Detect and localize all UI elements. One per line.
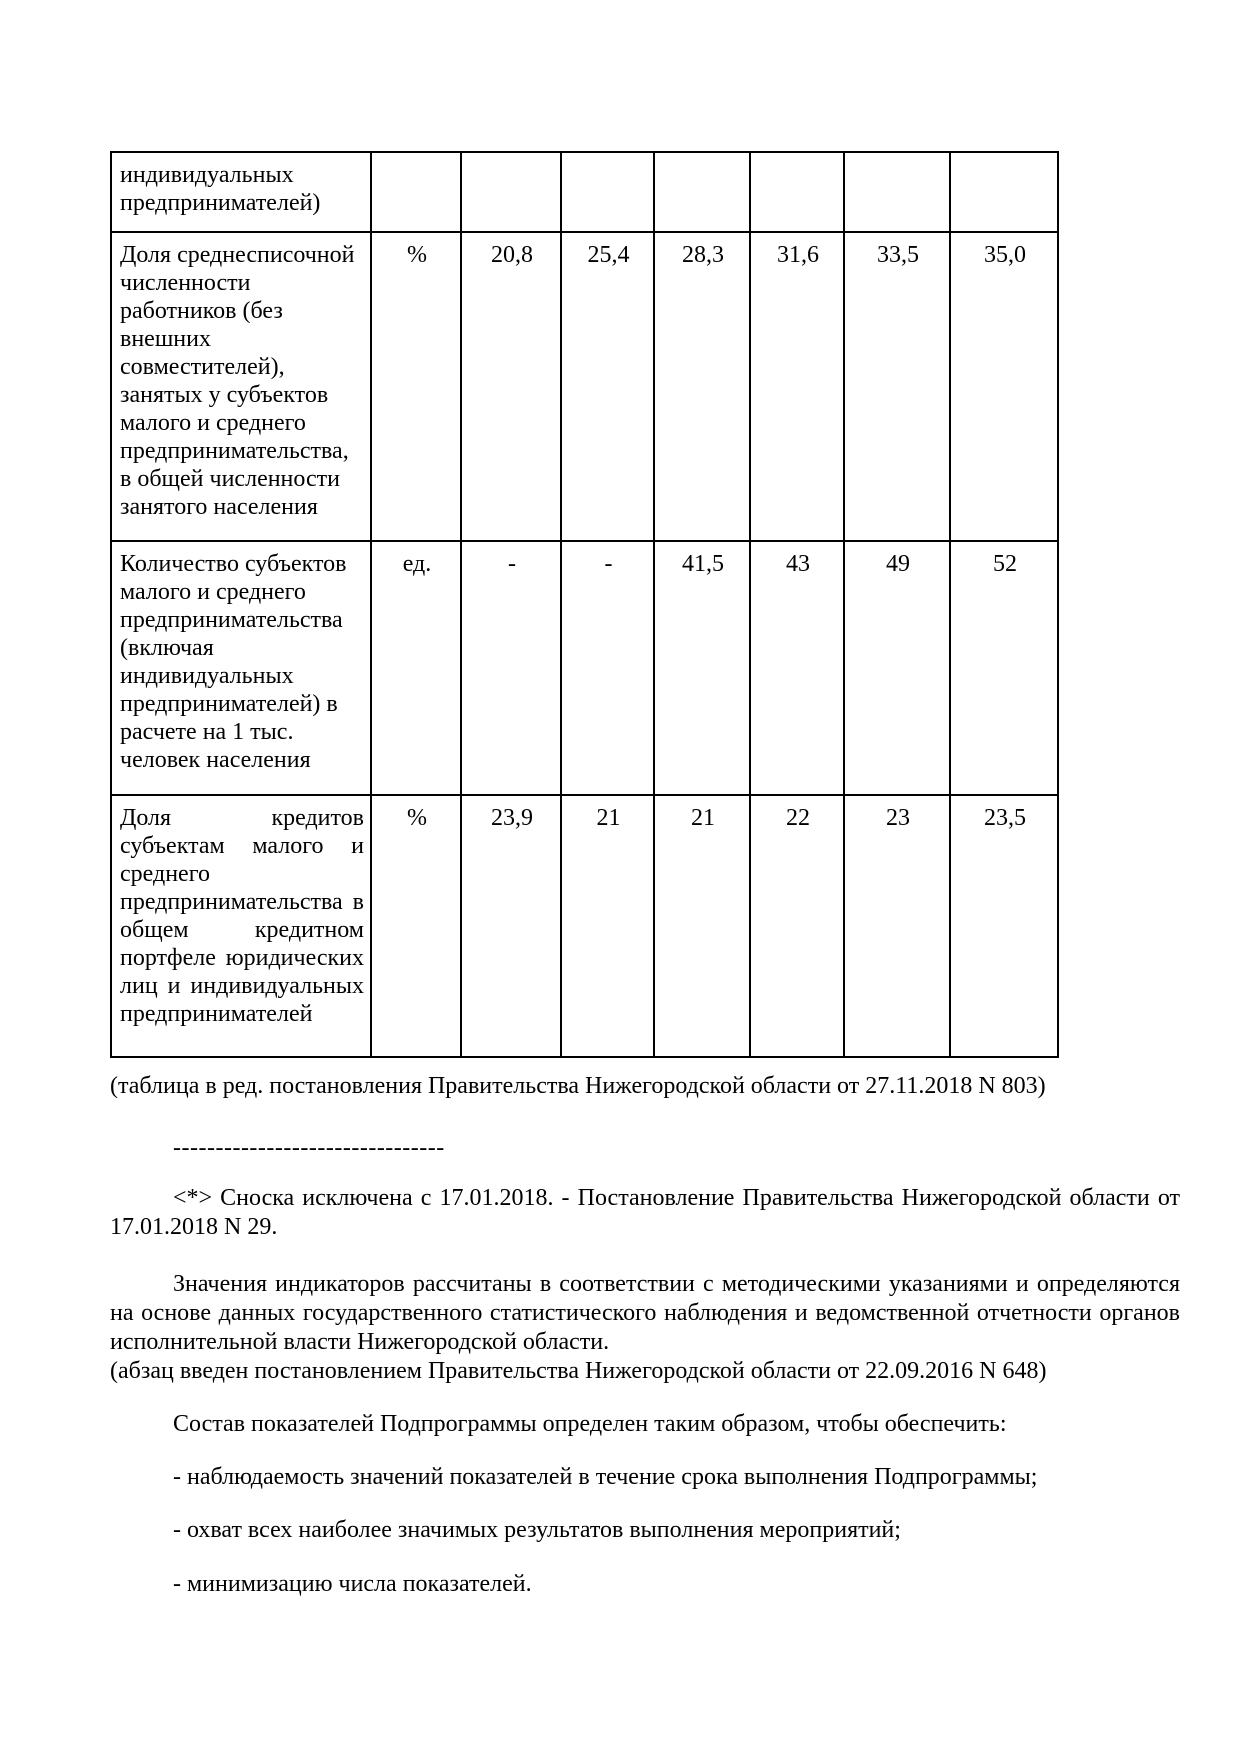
value-cell (461, 152, 561, 232)
value-cell (654, 152, 750, 232)
table-row (111, 152, 1058, 232)
paragraph-indicator-values: Значения индикаторов рассчитаны в соответствии с методическими указаниями и определяются на основе данных государственного статистического наблюдения и ведомственной отчетности органов исполнительной власти Нижегородской области. (110, 1271, 1180, 1355)
value-cell (844, 152, 950, 232)
unit-cell: % (371, 795, 461, 1057)
paragraph-sostav: Состав показателей Подпрограммы определен таким образом, чтобы обеспечить: (173, 1411, 1007, 1437)
value-cell: - (561, 541, 654, 795)
value-cell: 25,4 (561, 232, 654, 541)
footnote-text: <*> Сноска исключена с 17.01.2018. - Постановление Правительства Нижегородской области от 17.01.2018 N 29. (110, 1185, 1180, 1240)
paragraph-abzats-note: (абзац введен постановлением Правительства Нижегородской области от 22.09.2016 N 648) (110, 1358, 1047, 1384)
unit-cell: ед. (371, 541, 461, 795)
value-cell: 28,3 (654, 232, 750, 541)
table-row (111, 232, 1058, 541)
value-cell: 35,0 (950, 232, 1058, 541)
value-cell (750, 152, 844, 232)
value-cell: 52 (950, 541, 1058, 795)
value-cell: 22 (750, 795, 844, 1057)
indicator-cell: Доля кредитов субъектам малого и среднего предпринимательства в общем кредитном портфеле юридических лиц и индивидуальных предпринимателей (111, 795, 371, 1057)
value-cell: 23,5 (950, 795, 1058, 1057)
value-cell (950, 152, 1058, 232)
value-cell: - (461, 541, 561, 795)
value-cell: 49 (844, 541, 950, 795)
indicator-cell: Доля среднесписочной численности работников (без внешних совместителей), занятых у субъектов малого и среднего предпринимательства, в общей численности занятого населения (111, 232, 371, 541)
indicator-cell: Количество субъектов малого и среднего предпринимательства (включая индивидуальных предпринимателей) в расчете на 1 тыс. человек населения (111, 541, 371, 795)
bullet-coverage: - охват всех наиболее значимых результатов выполнения мероприятий; (173, 1517, 901, 1543)
value-cell: 43 (750, 541, 844, 795)
value-cell: 41,5 (654, 541, 750, 795)
value-cell: 23,9 (461, 795, 561, 1057)
unit-cell: % (371, 232, 461, 541)
bullet-observability: - наблюдаемость значений показателей в течение срока выполнения Подпрограммы; (173, 1464, 1038, 1490)
value-cell: 20,8 (461, 232, 561, 541)
indicator-cell: индивидуальных предпринимателей) (111, 152, 371, 232)
value-cell: 21 (654, 795, 750, 1057)
value-cell: 33,5 (844, 232, 950, 541)
indicators-table (110, 151, 1059, 1058)
unit-cell (371, 152, 461, 232)
value-cell: 23 (844, 795, 950, 1057)
value-cell (561, 152, 654, 232)
table-amendment-note: (таблица в ред. постановления Правительства Нижегородской области от 27.11.2018 N 803) (110, 1073, 1046, 1099)
value-cell: 31,6 (750, 232, 844, 541)
table-row (111, 541, 1058, 795)
table-row (111, 795, 1058, 1057)
bullet-minimization: - минимизацию числа показателей. (173, 1571, 532, 1597)
value-cell: 21 (561, 795, 654, 1057)
footnote-divider: -------------------------------- (173, 1135, 445, 1161)
